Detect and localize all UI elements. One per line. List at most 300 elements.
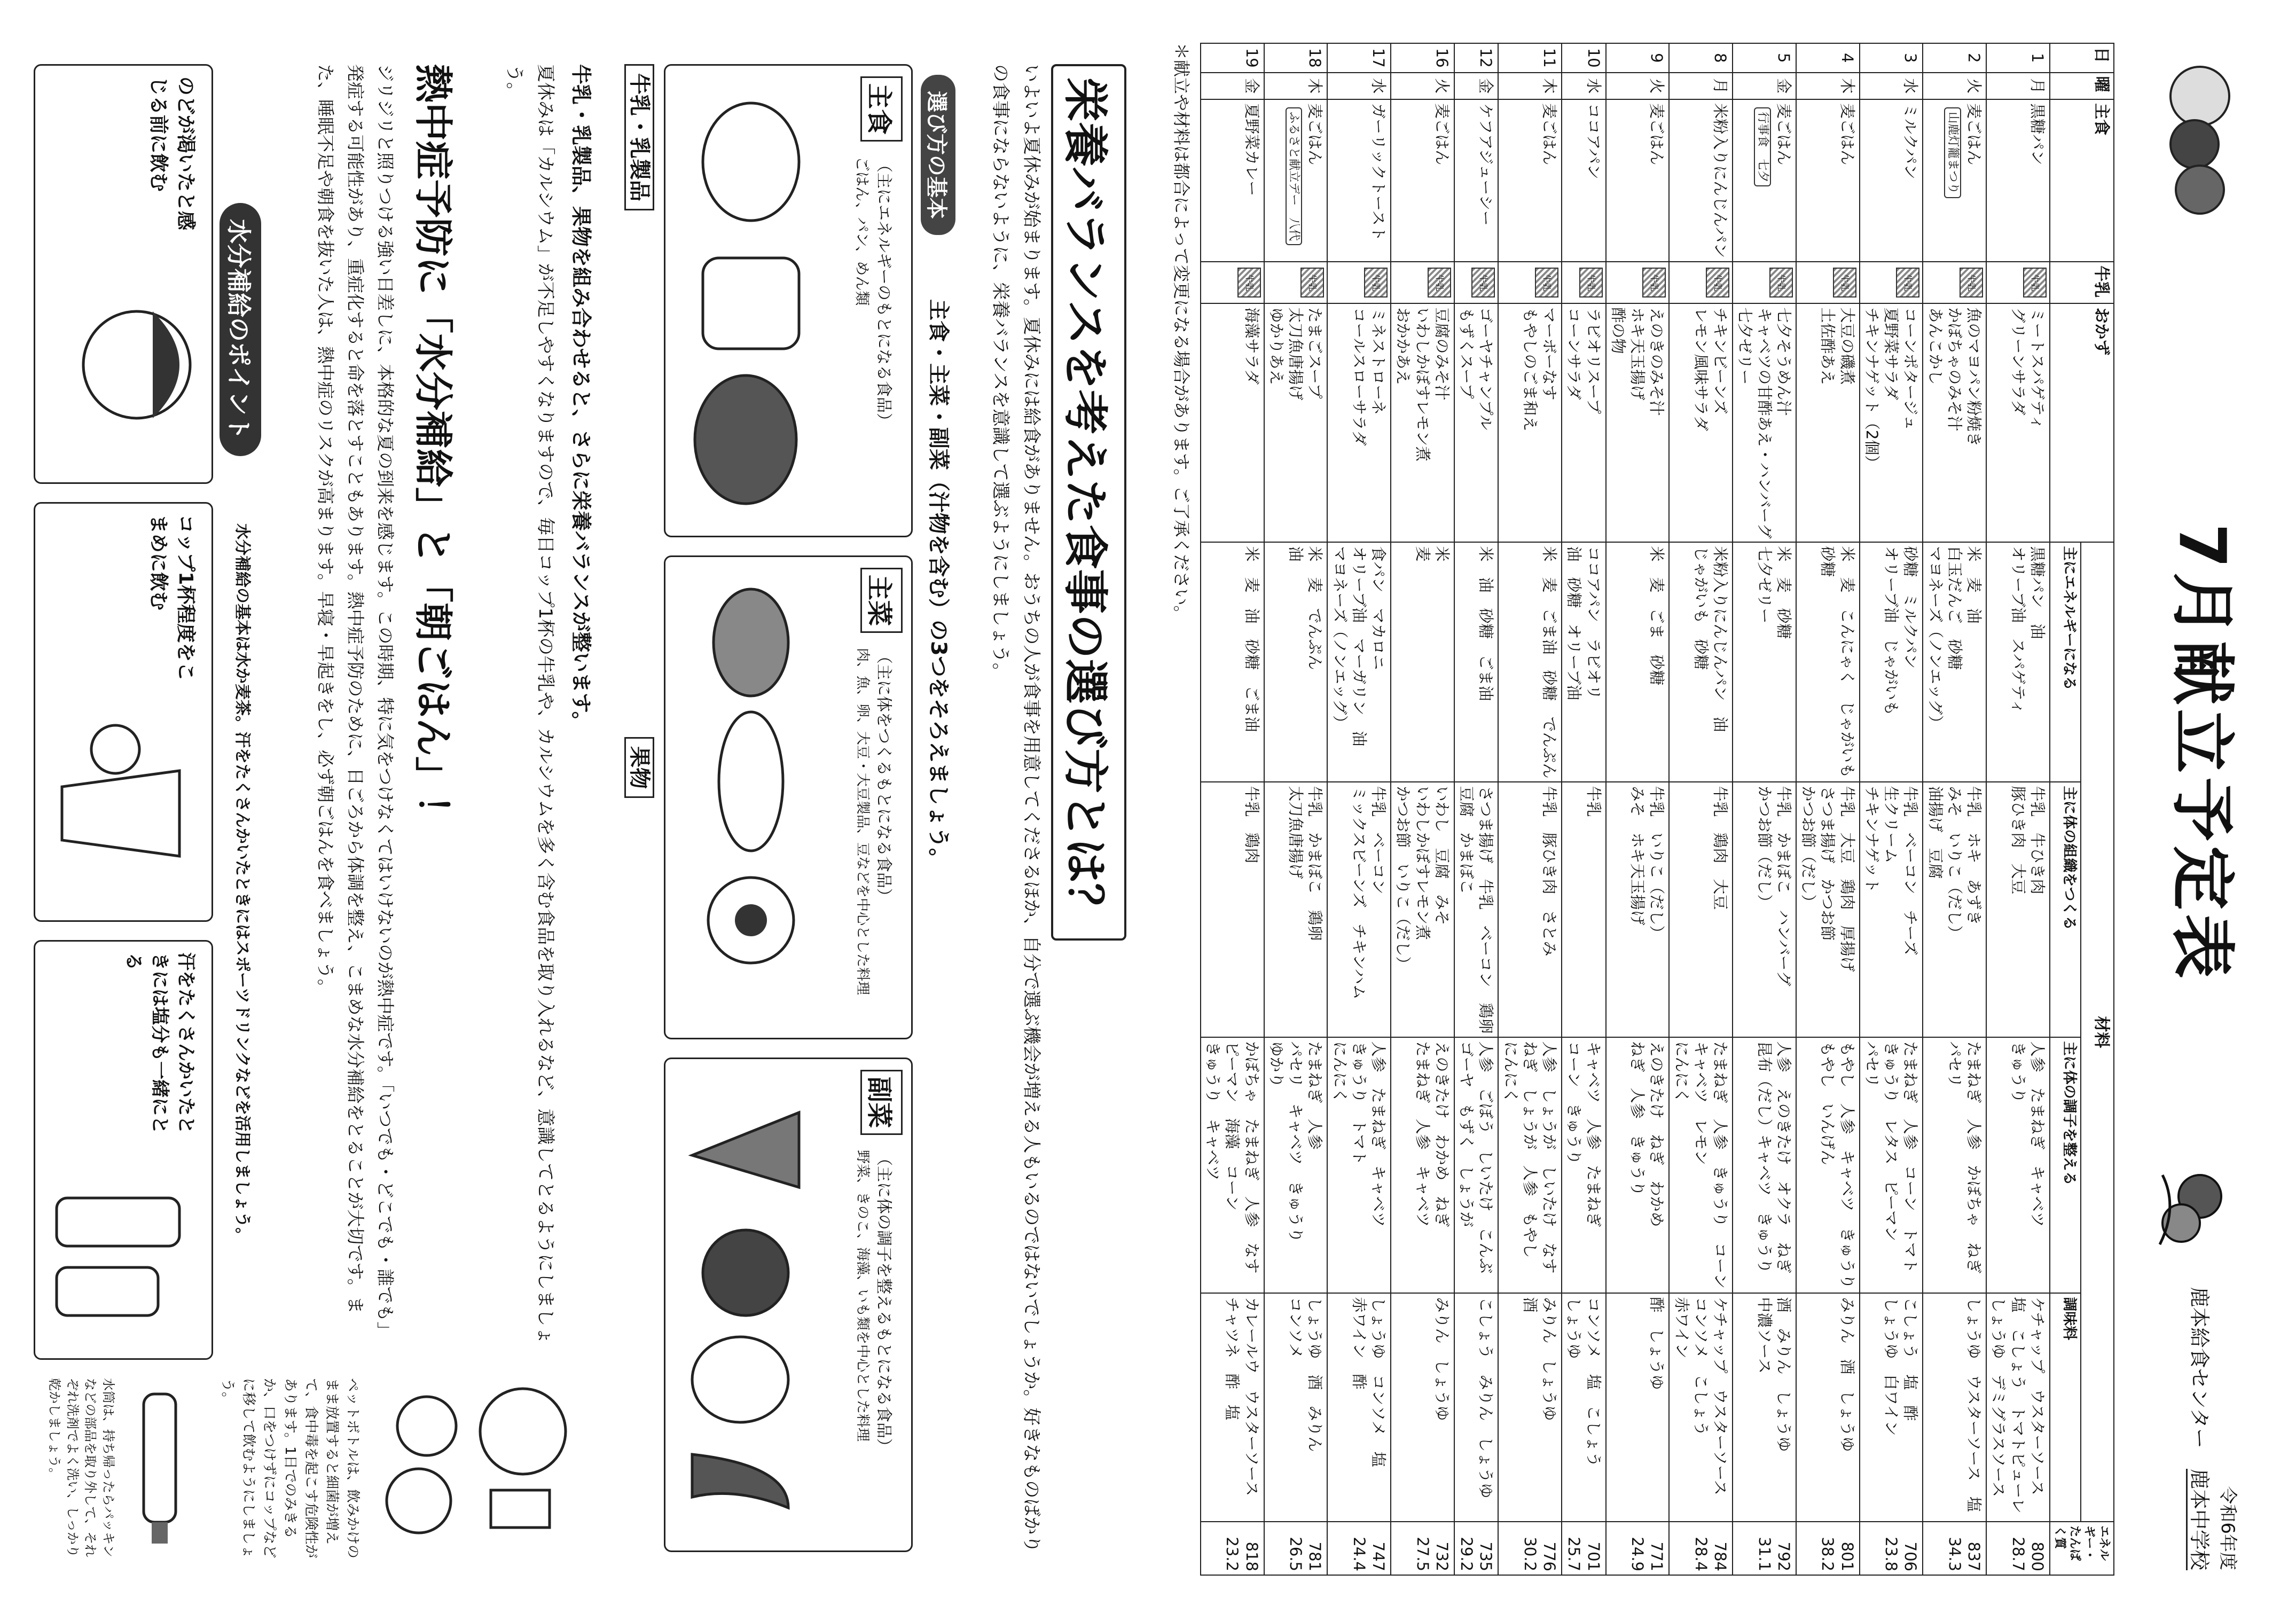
staple-text: 麦ごはん <box>1648 103 1666 166</box>
protein-g: 25.7 <box>1565 1537 1584 1571</box>
heat-title: 熱中症予防に「水分補給」と「朝ごはん」！ <box>411 64 456 834</box>
body-ingredient: 牛乳 牛ひき肉 <box>2028 786 2047 895</box>
condition-cell <box>1201 1037 1264 1293</box>
energy-ingredient: 白玉だんご 砂糖 <box>1946 546 1964 670</box>
condition-ingredient: たまねぎ 人参 かぼちゃ ねぎ <box>1965 1041 1984 1274</box>
weekday: 火 <box>1965 78 1984 94</box>
seasoning-cell <box>1264 1293 1328 1522</box>
side-dish: もずくスープ <box>1457 307 1476 399</box>
seasoning: しょうゆ <box>1565 1297 1584 1359</box>
weekday: 木 <box>1306 78 1325 94</box>
energy-cell <box>1391 542 1454 782</box>
nutrition-cell <box>1733 1522 1796 1575</box>
points-note: 水分補給の基本は水か麦茶。汗をたくさんかいたときにはスポーツドリンクなどを活用しましょう。 <box>233 523 252 1244</box>
milk-cell <box>1562 262 1606 303</box>
body-cell <box>1201 782 1264 1037</box>
day-number: 16 <box>1433 48 1451 68</box>
body-cell <box>1499 782 1562 1037</box>
protein-g: 23.8 <box>1882 1537 1901 1571</box>
condition-ingredient: きゅうり キャベツ <box>1204 1041 1223 1181</box>
condition-ingredient: 人参 たまねぎ キャベツ <box>2028 1041 2047 1227</box>
articles-section <box>15 43 1137 1576</box>
staple-text: ミルクパン <box>1901 103 1920 179</box>
milk-cell <box>1264 262 1328 303</box>
body-cell <box>1733 782 1796 1037</box>
energy-ingredient: じゃがいも 砂糖 <box>1692 546 1710 670</box>
body-ingredient: かつお節（だし） <box>1799 786 1818 910</box>
side-dish: 七夕そうめん汁 <box>1775 307 1793 416</box>
seasoning: カレールウ ウスターソース <box>1242 1297 1261 1497</box>
protein-g: 28.4 <box>1692 1537 1710 1571</box>
fukusai-label: 副菜 <box>860 1070 903 1135</box>
point-2-text: コップ1杯程度をこまめに飲む <box>147 514 197 682</box>
flask-note: 水筒は、持ち帰ったらパッキンなどの部品を取り外して、それぞれ洗剤でよく洗い、しっかり乾かしましょう。 <box>47 1378 116 1557</box>
condition-ingredient: たまねぎ 人参 コーン トマト <box>1901 1041 1920 1273</box>
side-cell <box>1499 303 1562 542</box>
energy-kcal: 801 <box>1838 1541 1856 1571</box>
condition-ingredient: パセリ <box>1863 1041 1881 1088</box>
seasoning: みりん しょうゆ <box>1433 1297 1451 1421</box>
side-dish: チキンビーンズ <box>1711 307 1730 414</box>
energy-kcal: 747 <box>1369 1541 1388 1571</box>
balance-title: 栄養バランスを考えた食事の選び方とは？ <box>1051 64 1126 941</box>
energy-cell <box>1986 542 2050 782</box>
seasoning: コンソメ こしょう <box>1692 1297 1710 1436</box>
menu-row <box>1606 43 1670 1575</box>
body-ingredient: ミックスビーンズ チキンハム <box>1350 786 1368 1000</box>
seasoning: みりん しょうゆ <box>1540 1297 1559 1421</box>
energy-ingredient: 米 油 砂糖 ごま油 <box>1477 546 1495 701</box>
nutrition-cell <box>1264 1522 1328 1575</box>
side-dish: レモン風味サラダ <box>1692 307 1710 432</box>
day-number: 9 <box>1648 53 1666 63</box>
condition-cell <box>1860 1037 1923 1293</box>
weekday-cell <box>1923 73 1987 100</box>
staple-text: 麦ごはん <box>1433 103 1451 166</box>
body-ingredient: 牛乳 豚ひき肉 さとみ <box>1540 786 1559 957</box>
menu-row <box>1499 43 1562 1575</box>
weekday: 金 <box>1477 78 1495 94</box>
protein-g: 26.5 <box>1287 1537 1305 1571</box>
weekday: 火 <box>1648 78 1666 94</box>
condition-ingredient: ピーマン 海藻 コーン <box>1223 1041 1242 1211</box>
calcium-text: 夏休みは「カルシウム」が不足しやすくなりますので、毎日コップ1杯の牛乳や、カルシウムを多く含む食品を取り入れるなど、意識してとるようにしましょう。 <box>504 64 556 1345</box>
energy-kcal: 701 <box>1584 1541 1603 1571</box>
day-cell <box>1860 43 1923 73</box>
menu-header <box>2114 43 2264 1576</box>
side-cell <box>1454 303 1499 542</box>
condition-ingredient: 人参 えのきたけ オクラ ねぎ <box>1775 1041 1793 1273</box>
side-dish: 夏野菜サラダ <box>1882 307 1901 401</box>
basics-text: 主食・主菜・副菜（汁物を含む）の3つをそろえましょう。 <box>926 299 951 870</box>
col-side: おかず <box>2050 303 2114 542</box>
seasoning: みりん 酒 しょうゆ <box>1838 1297 1856 1452</box>
energy-cell <box>1328 542 1391 782</box>
meat-fish-egg-icon <box>676 578 826 1016</box>
point-card-3 <box>34 940 213 1360</box>
col-energy: 主にエネルギーになる <box>2050 542 2081 782</box>
side-dish: 酢の物 <box>1609 307 1627 354</box>
vegetables-icon <box>676 1080 820 1529</box>
weekday: 水 <box>1584 78 1603 94</box>
day-number: 2 <box>1965 53 1984 63</box>
energy-ingredient: 米 麦 ごま 砂糖 <box>1648 546 1666 686</box>
energy-cell <box>1860 542 1923 782</box>
points-title: 水分補給のポイント <box>220 203 261 456</box>
day-cell <box>1606 43 1670 73</box>
side-dish: あんこかし <box>1926 307 1945 385</box>
condition-ingredient: もやし いんげん <box>1819 1041 1837 1165</box>
weekday: 月 <box>2028 78 2047 94</box>
seasoning: 赤ワイン <box>1672 1297 1691 1359</box>
day-number: 19 <box>1242 48 1261 68</box>
day-number: 12 <box>1477 48 1495 68</box>
side-cell <box>1328 303 1391 542</box>
energy-ingredient: 米 麦 砂糖 <box>1775 546 1793 639</box>
nutrition-cell <box>1923 1522 1987 1575</box>
seasoning-cell <box>1923 1293 1987 1522</box>
energy-kcal: 784 <box>1711 1541 1730 1571</box>
weekday-cell <box>1860 73 1923 100</box>
body-cell <box>1562 782 1606 1037</box>
seasoning-cell <box>1606 1293 1670 1522</box>
staple-text: 麦ごはん <box>1838 103 1856 166</box>
nutrition-cell <box>1328 1522 1391 1575</box>
energy-kcal: 771 <box>1648 1541 1666 1571</box>
energy-ingredient: 油 <box>1287 546 1305 562</box>
condition-cell <box>1923 1037 1987 1293</box>
menu-row <box>1733 43 1796 1575</box>
body-ingredient: 牛乳 <box>1584 786 1603 817</box>
condition-cell <box>1454 1037 1499 1293</box>
col-weekday: 曜 <box>2050 73 2114 100</box>
nutrition-cell <box>1562 1522 1606 1575</box>
staple-cell <box>1986 99 2050 262</box>
condition-ingredient: きゅうり <box>2009 1041 2027 1103</box>
condition-ingredient: にんにく <box>1501 1041 1520 1103</box>
condition-ingredient: ねぎ 人参 きゅうり <box>1628 1041 1647 1196</box>
seasoning: ケチャップ ウスターソース <box>1711 1297 1730 1495</box>
body-ingredient: 牛乳 かまぼこ 鶏卵 <box>1306 786 1325 941</box>
weekday-cell <box>1201 73 1264 100</box>
milk-carton-icon: 牛乳 <box>2023 268 2047 297</box>
staple-cell <box>1670 99 1733 262</box>
point-card-2 <box>34 502 213 922</box>
staple-cell <box>1796 99 1860 262</box>
seasoning: しょうゆ コンソメ 塩 <box>1369 1297 1388 1467</box>
protein-g: 31.1 <box>1755 1537 1774 1571</box>
condition-ingredient: たまねぎ 人参 <box>1306 1041 1325 1150</box>
protein-g: 24.9 <box>1628 1537 1647 1571</box>
energy-ingredient: 米 麦 こんにゃく じゃがいも <box>1838 546 1856 778</box>
body-ingredient: 牛乳 鶏肉 <box>1242 786 1261 864</box>
weekday-cell <box>1264 73 1328 100</box>
menu-row <box>1670 43 1733 1575</box>
page-title: 7月献立予定表 <box>2165 523 2239 983</box>
energy-ingredient: オリーブ油 スパゲティ <box>2009 546 2027 715</box>
org-center-name: 鹿本給食センター <box>2188 1287 2211 1448</box>
balance-article <box>603 43 1137 1576</box>
milk-carton-icon: 牛乳 <box>1301 268 1325 297</box>
side-dish: 七夕ゼリー <box>1736 307 1754 385</box>
milk-carton-icon: 牛乳 <box>1960 268 1983 297</box>
point-card-1 <box>34 64 213 484</box>
nutrition-cell <box>1670 1522 1733 1575</box>
condition-cell <box>1499 1037 1562 1293</box>
energy-ingredient: 食パン マカロニ <box>1369 546 1388 670</box>
seasoning: チャツネ 酢 塩 <box>1223 1297 1242 1420</box>
side-dish: 豆腐のみそ汁 <box>1433 307 1451 401</box>
menu-row <box>1796 43 1860 1575</box>
staple-text: 麦ごはん <box>1775 103 1793 166</box>
side-dish: いわしかぼすレモン煮 <box>1413 307 1432 462</box>
energy-cell <box>1733 542 1796 782</box>
seasoning-cell <box>1454 1293 1499 1522</box>
col-seasoning: 調味料 <box>2050 1293 2081 1522</box>
day-cell <box>1391 43 1454 73</box>
side-dish: ミネストローネ <box>1369 307 1388 416</box>
milk-cell <box>1796 262 1860 303</box>
point-3-text: 汗をたくさんかいたときには塩分も一緒にとる <box>123 952 197 1134</box>
weekday-cell <box>1328 73 1391 100</box>
sports-drink-icon <box>46 1166 201 1337</box>
energy-kcal: 837 <box>1965 1541 1984 1571</box>
fruit-title: 果物 <box>624 737 654 798</box>
condition-ingredient: 人参 ごぼう しいたけ こんぶ <box>1477 1041 1495 1274</box>
menu-section <box>1148 43 2264 1576</box>
protein-g: 28.7 <box>2009 1537 2027 1571</box>
side-dish: マーボーなす <box>1540 307 1559 401</box>
day-cell <box>1454 43 1499 73</box>
org-year: 令和6年度 <box>2217 1486 2238 1570</box>
condition-cell <box>1328 1037 1391 1293</box>
day-cell <box>1328 43 1391 73</box>
water-glass-icon <box>46 717 201 899</box>
menu-rows <box>1201 43 2050 1575</box>
energy-cell <box>1454 542 1499 782</box>
weekday-cell <box>1454 73 1499 100</box>
day-number: 18 <box>1306 48 1325 68</box>
day-number: 3 <box>1901 53 1920 63</box>
menu-row <box>1562 43 1606 1575</box>
body-ingredient: さつま揚げ 牛乳 ベーコン 鶏卵 <box>1477 786 1495 1034</box>
seasoning: こしょう みりん しょうゆ <box>1477 1297 1495 1499</box>
milk-carton-icon: 牛乳 <box>1364 268 1388 297</box>
energy-ingredient: 七夕ゼリー <box>1755 546 1774 624</box>
day-number: 11 <box>1540 48 1559 68</box>
seasoning-cell <box>1670 1293 1733 1522</box>
side-cell <box>1606 303 1670 542</box>
weekday: 金 <box>1775 78 1793 94</box>
condition-ingredient: キャベツ レモン <box>1692 1041 1710 1165</box>
side-dish: 大豆の磯煮 <box>1838 307 1856 385</box>
milk-carton-icon: 牛乳 <box>1643 268 1666 297</box>
body-ingredient: 牛乳 大豆 鶏肉 厚揚げ <box>1838 786 1856 972</box>
condition-cell <box>1733 1037 1796 1293</box>
milk-cell <box>1499 262 1562 303</box>
menu-row <box>1986 43 2050 1575</box>
condition-ingredient: ゴーヤ もずく しょうが <box>1457 1041 1476 1227</box>
shushoku-desc: （主にエネルギーのもとになる食品） <box>874 156 893 429</box>
seasoning-cell <box>1201 1293 1264 1522</box>
weekday-cell <box>1499 73 1562 100</box>
energy-ingredient: マヨネーズ（ノンエッグ） <box>1926 546 1945 731</box>
side-dish: 土佐酢あえ <box>1819 307 1837 385</box>
day-cell <box>1562 43 1606 73</box>
weekday-cell <box>1986 73 2050 100</box>
seasoning-cell <box>1733 1293 1796 1522</box>
staple-text: 米粉入りにんじんパン <box>1711 103 1730 259</box>
menu-row <box>1454 43 1499 1575</box>
condition-ingredient: えのきたけ わかめ ねぎ <box>1433 1041 1451 1227</box>
condition-ingredient: にんにく <box>1672 1041 1691 1103</box>
body-cell <box>1454 782 1499 1037</box>
protein-g: 34.3 <box>1946 1537 1964 1571</box>
energy-ingredient: マヨネーズ（ノンエッグ） <box>1330 546 1349 731</box>
condition-ingredient: もやし 人参 キャベツ きゅうり <box>1838 1041 1856 1289</box>
condition-ingredient: えのきたけ ねぎ わかめ <box>1648 1041 1666 1227</box>
day-cell <box>1986 43 2050 73</box>
side-cell <box>1860 303 1923 542</box>
side-dish: コーンポタージュ <box>1901 307 1920 430</box>
side-dish: コールスローサラダ <box>1350 307 1368 446</box>
weekday: 水 <box>1369 78 1388 94</box>
staple-cell <box>1606 99 1670 262</box>
condition-ingredient: ゆかり <box>1267 1041 1286 1088</box>
side-cell <box>1264 303 1328 542</box>
flower-icon <box>2152 1164 2232 1255</box>
ice-cream-icon <box>2152 64 2243 224</box>
seasoning: ケチャップ ウスターソース <box>2028 1297 2047 1495</box>
rice-bread-noodle-icon <box>681 87 842 514</box>
shusai-items: 肉、魚、卵、大豆・大豆製品、豆などを中心とした料理 <box>855 648 871 996</box>
body-ingredient: みそ いりこ（だし） <box>1946 786 1964 941</box>
milk-cell <box>1923 262 1987 303</box>
day-cell <box>1733 43 1796 73</box>
condition-ingredient: コーン きゅうり <box>1565 1041 1584 1165</box>
col-ingredients: 材料 <box>2081 542 2114 1522</box>
fukusai-desc: （主に体の調子を整えるもとになる食品） <box>874 1150 893 1454</box>
staple-text: 麦ごはん <box>1540 103 1559 166</box>
body-ingredient: チキンナゲット <box>1863 786 1881 893</box>
seasoning: しょうゆ デミグラスソース <box>1989 1297 2008 1497</box>
staple-cell <box>1923 99 1987 262</box>
body-cell <box>1986 782 2050 1037</box>
energy-kcal: 706 <box>1901 1541 1920 1571</box>
condition-ingredient: パセリ キャベツ きゅうり <box>1287 1041 1305 1243</box>
condition-cell <box>1391 1037 1454 1293</box>
body-cell <box>1923 782 1987 1037</box>
event-tag: 山鹿灯籠まつり <box>1945 107 1962 198</box>
milk-carton-icon: 牛乳 <box>1428 268 1451 297</box>
condition-cell <box>1796 1037 1860 1293</box>
energy-ingredient: オリーブ油 マーガリン 油 <box>1350 546 1368 747</box>
seasoning: しょうゆ 酒 みりん <box>1306 1297 1325 1452</box>
energy-ingredient: 米 麦 油 砂糖 ごま油 <box>1242 546 1261 732</box>
body-cell <box>1264 782 1328 1037</box>
seasoning: しょうゆ ウスターソース 塩 <box>1965 1297 1984 1512</box>
col-condition: 主に体の調子を整える <box>2050 1037 2081 1293</box>
seasoning: 塩 こしょう トマトピューレ <box>2009 1297 2027 1514</box>
staple-cell <box>1264 99 1328 262</box>
condition-cell <box>1606 1037 1670 1293</box>
day-cell <box>1201 43 1264 73</box>
seasoning-cell <box>1986 1293 2050 1522</box>
menu-row <box>1264 43 1328 1575</box>
day-number: 5 <box>1775 53 1793 63</box>
day-cell <box>1499 43 1562 73</box>
sun-icon <box>379 1378 469 1549</box>
pet-bottle-icon <box>128 1389 192 1549</box>
staple-text: ケフアジューシー <box>1477 103 1495 226</box>
body-cell <box>1860 782 1923 1037</box>
milk-cell <box>1328 262 1391 303</box>
condition-ingredient: かぼちゃ たまねぎ 人参 なす <box>1242 1041 1261 1274</box>
shusai-label: 主菜 <box>860 568 903 633</box>
body-ingredient: 牛乳 かまぼこ ハンバーグ <box>1775 786 1793 986</box>
menu-row <box>1860 43 1923 1575</box>
energy-cell <box>1670 542 1733 782</box>
condition-ingredient: 人参 しょうが しいたけ なす <box>1540 1041 1559 1274</box>
weekday-cell <box>1796 73 1860 100</box>
seasoning: こしょう 塩 酢 <box>1901 1297 1920 1421</box>
condition-cell <box>1264 1037 1328 1293</box>
side-dish: ミートスパゲティ <box>2028 307 2047 430</box>
heat-article <box>21 43 469 1576</box>
staple-cell <box>1454 99 1499 262</box>
body-cell <box>1606 782 1670 1037</box>
condition-cell <box>1670 1037 1733 1293</box>
protein-g: 38.2 <box>1819 1537 1837 1571</box>
condition-ingredient: ねぎ しょうが 人参 もやし <box>1521 1041 1539 1258</box>
body-ingredient: 生クリーム <box>1882 786 1901 864</box>
condition-ingredient: 昆布（だし）キャベツ きゅうり <box>1755 1041 1774 1274</box>
milk-cell <box>1454 262 1499 303</box>
nutrition-cell <box>1499 1522 1562 1575</box>
col-day: 日 <box>2050 43 2114 73</box>
nutrition-cell <box>1454 1522 1499 1575</box>
energy-kcal: 792 <box>1775 1541 1793 1571</box>
energy-cell <box>1499 542 1562 782</box>
side-dish: ゆかりあえ <box>1267 307 1286 385</box>
body-ingredient: いわし 豆腐 みそ <box>1433 786 1451 926</box>
side-cell <box>1562 303 1606 542</box>
col-staple: 主食 <box>2050 99 2114 262</box>
weekday-cell <box>1670 73 1733 100</box>
point-1-text: のどが渇いたと感じる前に飲む <box>147 76 197 231</box>
weekday-cell <box>1733 73 1796 100</box>
energy-cell <box>1606 542 1670 782</box>
staple-text: ココアパン <box>1584 103 1603 179</box>
menu-row <box>1391 43 1454 1575</box>
condition-cell <box>1562 1037 1606 1293</box>
body-ingredient: 太刀魚唐揚げ <box>1287 786 1305 879</box>
condition-ingredient: きゅうり トマト <box>1350 1041 1368 1165</box>
energy-cell <box>1264 542 1328 782</box>
seasoning-cell <box>1328 1293 1391 1522</box>
shushoku-panel <box>664 64 913 537</box>
milk-carton-icon: 牛乳 <box>1579 268 1603 297</box>
seasoning: しょうゆ 白ワイン <box>1882 1297 1901 1436</box>
body-ingredient: 牛乳 ホキ あずき <box>1965 786 1984 926</box>
condition-ingredient: キャベツ 人参 たまねぎ <box>1584 1041 1603 1227</box>
day-cell <box>1923 43 1987 73</box>
side-cell <box>1986 303 2050 542</box>
weekday: 金 <box>1242 78 1261 94</box>
balance-body: いよいよ夏休みが始まります。夏休みには給食がありません。おうちの人が食事を用意してくださるほか、自分で選ぶ機会が増える人もいるのではないでしょうか。好きなものばかりの食事にならないように、栄養バランスを意識して選ぶようにしましょう。 <box>990 64 1042 1553</box>
weekday: 月 <box>1711 78 1730 94</box>
energy-cell <box>1201 542 1264 782</box>
